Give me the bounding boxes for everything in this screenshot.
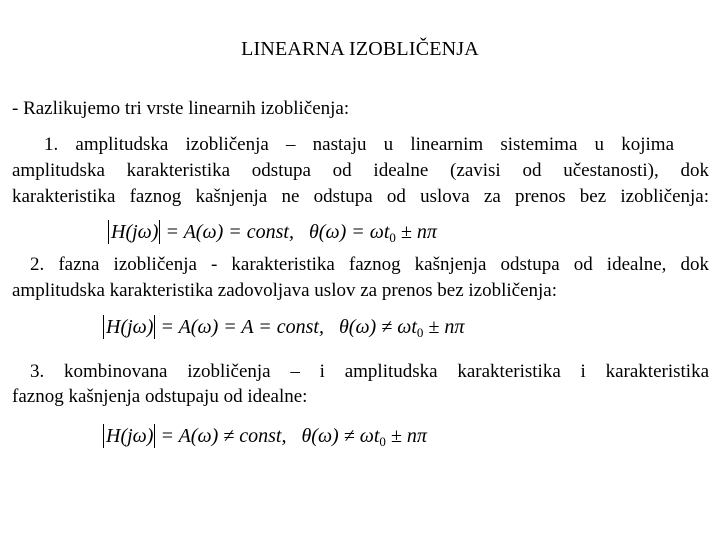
abs-bar-right: [154, 424, 155, 448]
item1-line1: 1. amplitudska izobličenja – nastaju u linearnim sistemima u kojima: [44, 134, 674, 155]
formula-combined: [103, 424, 427, 450]
item1-line3: karakteristika faznog kašnjenja ne odstupa od uslova za prenos bez izobličenja:: [12, 186, 709, 207]
item3-line2: faznog kašnjenja odstupaju od idealne:: [12, 386, 308, 407]
formula-amplitude-part: = A(ω) = A = const,: [160, 316, 324, 338]
formula-subscript: 0: [389, 230, 396, 245]
formula-amplitude: [108, 220, 437, 246]
formula-tail: ± nπ: [400, 221, 437, 243]
formula-tail: ± nπ: [428, 316, 465, 338]
formula-phase-part: θ(ω) ≠ ωt: [338, 316, 417, 338]
formula-tail: ± nπ: [390, 425, 427, 447]
formula-amplitude-part: = A(ω) ≠ const,: [160, 425, 287, 447]
formula-phase-part: θ(ω) ≠ ωt: [301, 425, 380, 447]
formula-subscript: 0: [379, 434, 386, 449]
formula-amplitude-part: = A(ω) = const,: [165, 221, 294, 243]
intro-text: - Razlikujemo tri vrste linearnih izobličenja:: [12, 98, 350, 119]
abs-bar-right: [154, 315, 155, 339]
formula-phase-part: θ(ω) = ωt: [308, 221, 390, 243]
abs-bar-left: [103, 424, 104, 448]
formula-subscript: 0: [416, 325, 424, 340]
formula-lhs: H(jω): [111, 221, 159, 243]
formula-lhs: H(jω): [106, 425, 154, 447]
item3-line1: 3. kombinovana izobličenja – i amplitudska karakteristika i karakteristika: [30, 361, 709, 382]
item2-line1: 2. fazna izobličenja - karakteristika faznog kašnjenja odstupa od idealne, dok: [30, 254, 709, 275]
formula-phase: [103, 315, 464, 341]
abs-bar-left: [108, 220, 109, 244]
formula-lhs: H(jω): [106, 316, 154, 338]
abs-bar-right: [159, 220, 160, 244]
item2-line2: amplitudska karakteristika zadovoljava uslov za prenos bez izobličenja:: [12, 280, 557, 301]
item1-line2: amplitudska karakteristika odstupa od idealne (zavisi od učestanosti), dok: [12, 160, 709, 181]
abs-bar-left: [103, 315, 104, 339]
page-title: LINEARNA IZOBLIČENJA: [241, 38, 479, 60]
